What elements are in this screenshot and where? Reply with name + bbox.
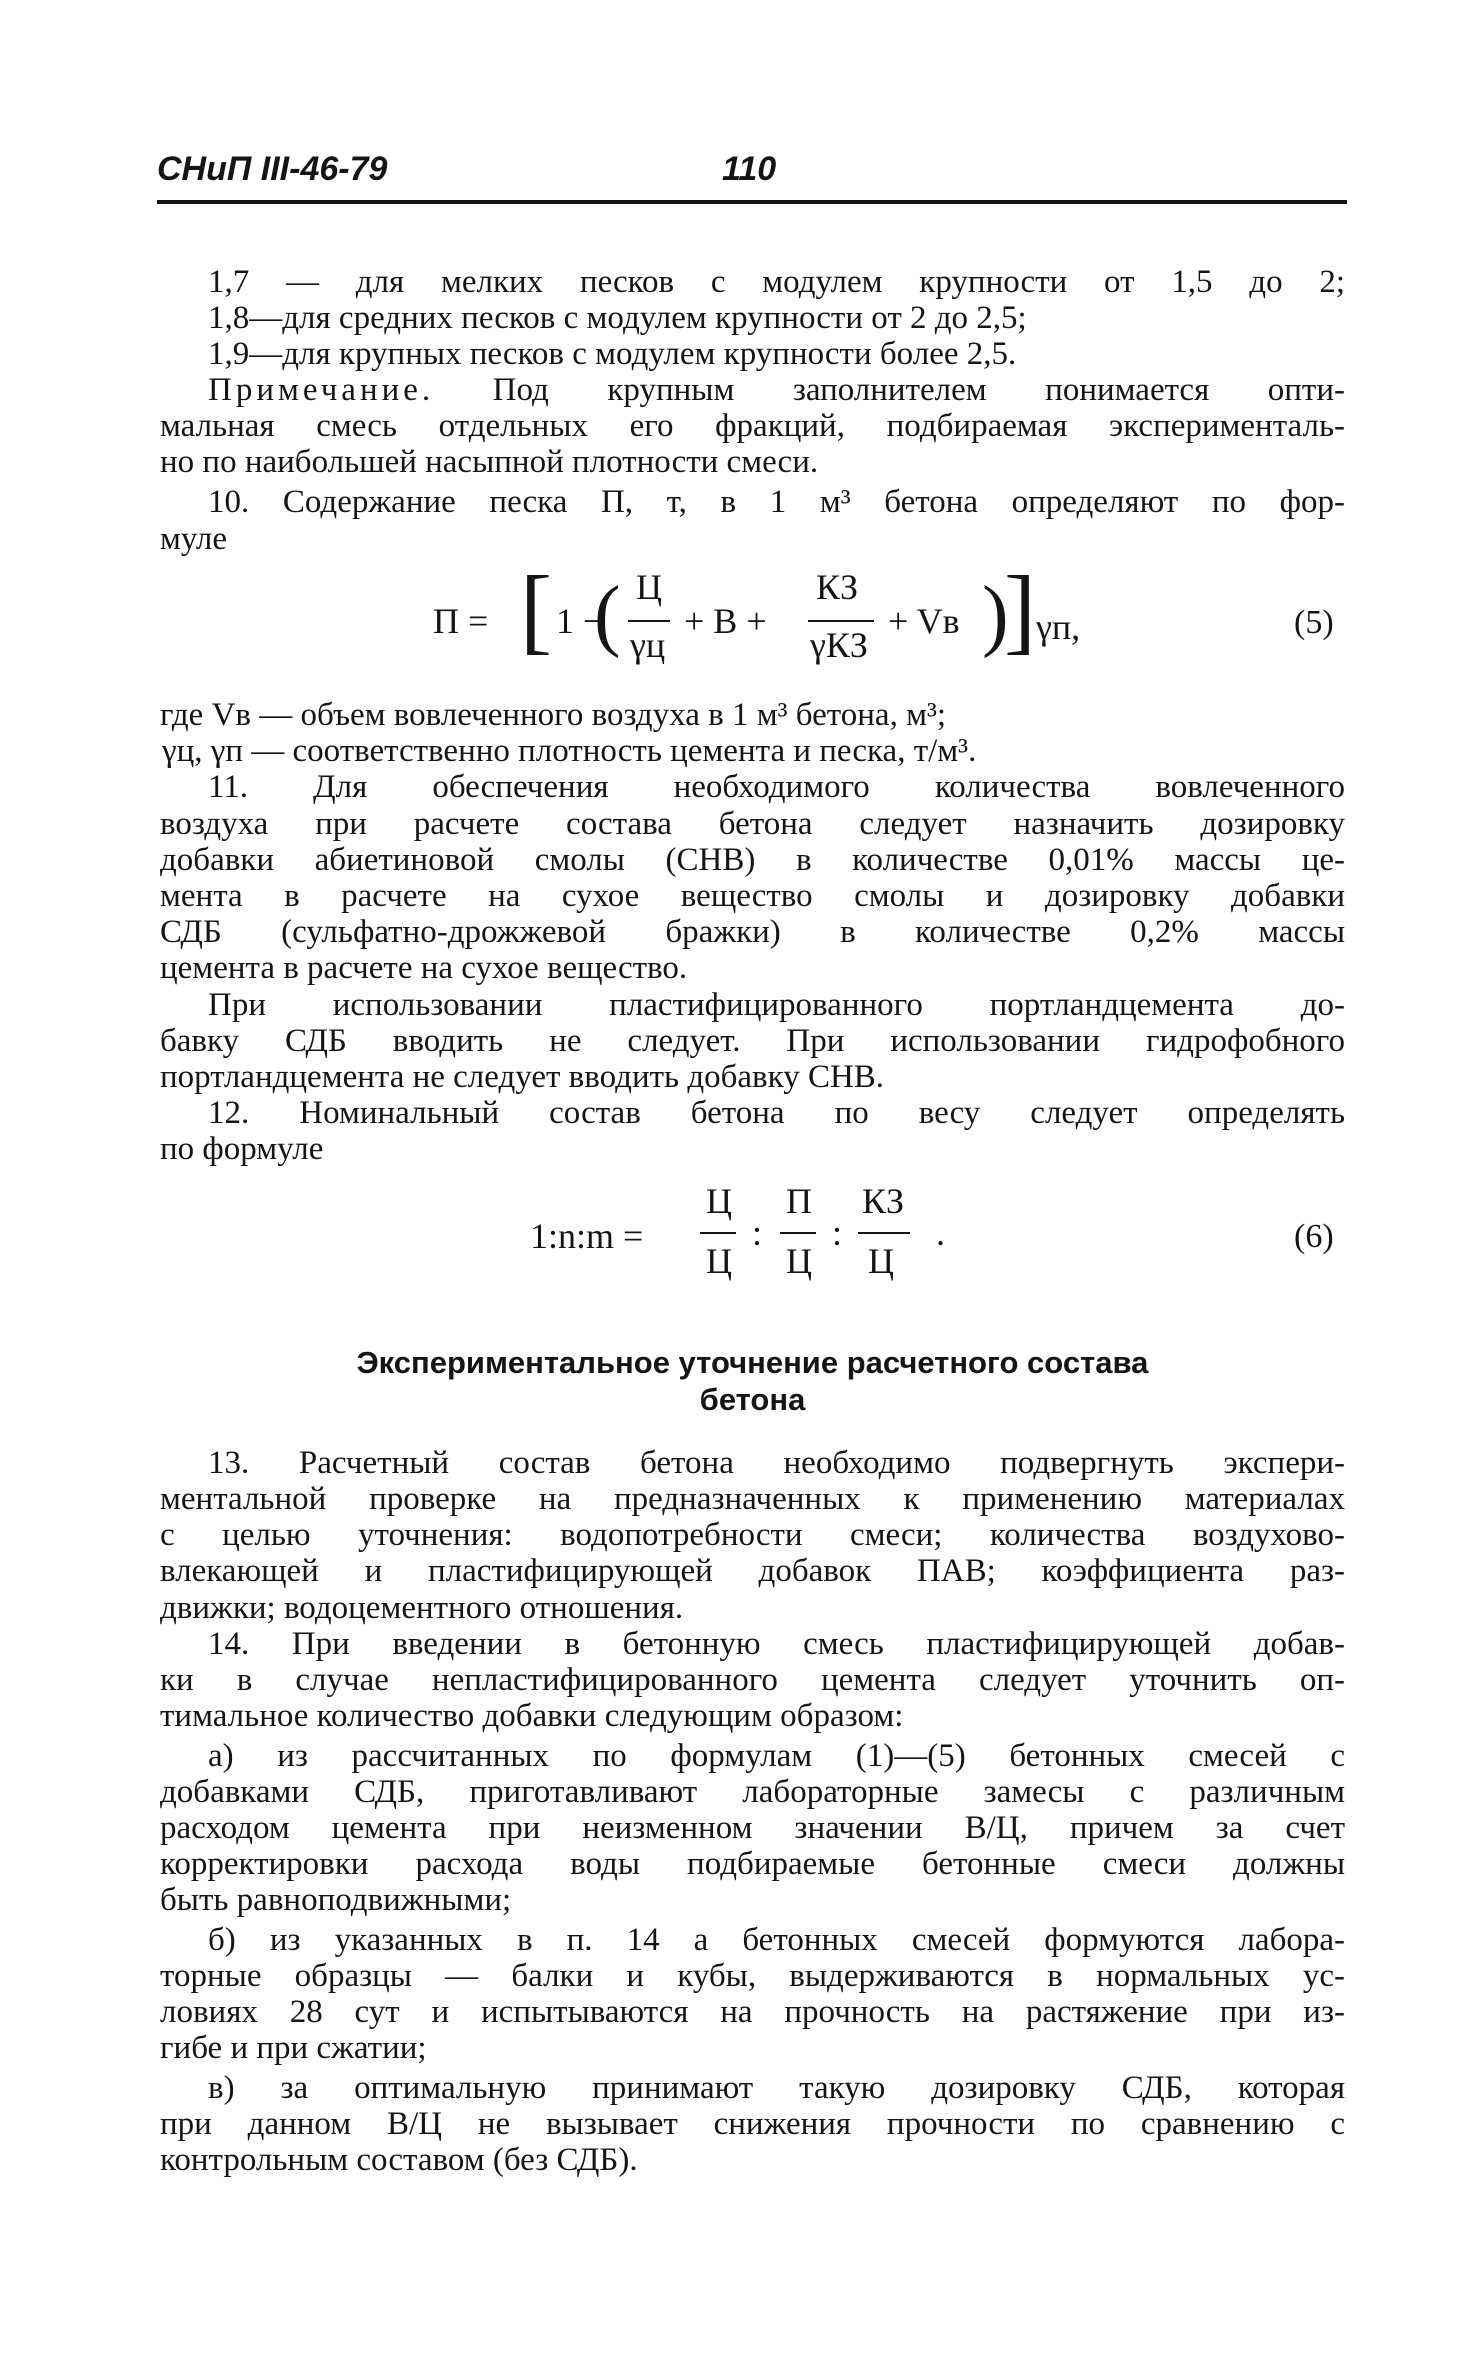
- text-line: где Vв — объем вовлеченного воздуха в 1 м³ бетона, м³;: [160, 697, 947, 733]
- text-line: муле: [160, 521, 228, 557]
- text-line: гибе и при сжатии;: [160, 2030, 427, 2066]
- text-line: по формуле: [160, 1131, 324, 1167]
- text-line: корректировки расхода воды подбираемые бетонные смеси должны: [160, 1846, 1345, 1882]
- text-line: мента в расчете на сухое вещество смолы и дозировку добавки: [160, 878, 1345, 914]
- formula-6-f3-den: Ц: [868, 1241, 894, 1281]
- note-text: Под крупным заполнителем понимается опти-: [434, 372, 1345, 408]
- text-line: при данном В/Ц не вызывает снижения прочности по сравнению с: [160, 2106, 1345, 2142]
- text-line: ки в случае непластифицированного цемента следует уточнить оп-: [160, 1662, 1345, 1698]
- formula-5-right-paren: ): [982, 571, 1009, 659]
- formula-6-end: .: [936, 1213, 945, 1253]
- text-line: а) из рассчитанных по формулам (1)—(5) бетонных смесей с: [208, 1738, 1345, 1774]
- formula-6-fraction-bar: [780, 1232, 816, 1234]
- text-line: с целью уточнения: водопотребности смеси; количества воздухово-: [160, 1517, 1345, 1553]
- text-line: влекающей и пластифицирующей добавок ПАВ; коэффициента раз-: [160, 1553, 1345, 1589]
- note-label: Примечание.: [208, 372, 435, 408]
- text-line: ловиях 28 сут и испытываются на прочность на растяжение при из-: [160, 1994, 1345, 2030]
- text-line: бавку СДБ вводить не следует. При использовании гидрофобного: [160, 1023, 1345, 1059]
- formula-5-number: (5): [1294, 604, 1334, 641]
- formula-6-number: (6): [1294, 1218, 1334, 1255]
- text-line: добавками СДБ, приготавливают лабораторные замесы с различным: [160, 1774, 1345, 1810]
- text-line: торные образцы — балки и кубы, выдерживаются в нормальных ус-: [160, 1958, 1345, 1994]
- text-line: 14. При введении в бетонную смесь пластифицирующей добав-: [208, 1626, 1345, 1662]
- formula-5-c-den: γц: [630, 625, 666, 665]
- text-line: 13. Расчетный состав бетона необходимо подвергнуть экспери-: [208, 1445, 1345, 1481]
- text-line: 11. Для обеспечения необходимого количества вовлеченного: [208, 769, 1345, 805]
- formula-5-fraction-bar: [808, 620, 874, 622]
- formula-5-plus-b: + В +: [684, 601, 767, 641]
- text-line: но по наибольшей насыпной плотности смеси.: [160, 444, 819, 480]
- formula-5-fraction-bar: [628, 620, 670, 622]
- text-line: в) за оптимальную принимают такую дозировку СДБ, которая: [208, 2070, 1345, 2106]
- formula-6-f1-den: Ц: [706, 1241, 732, 1281]
- text-line: расходом цемента при неизменном значении В/Ц, причем за счет: [160, 1810, 1345, 1846]
- formula-6-f2-den: Ц: [786, 1241, 812, 1281]
- formula-6-f3-num: КЗ: [862, 1181, 905, 1221]
- text-line: При использовании пластифицированного портландцемента до-: [208, 987, 1345, 1023]
- formula-5-lhs: П =: [433, 601, 489, 641]
- formula-5-one: 1 −: [556, 601, 604, 641]
- text-line: 12. Номинальный состав бетона по весу следует определять: [208, 1095, 1345, 1131]
- text-line: портландцемента не следует вводить добавку СНВ.: [160, 1059, 885, 1095]
- formula-6-fraction-bar: [700, 1232, 736, 1234]
- formula-5-kz-num: КЗ: [816, 567, 859, 607]
- text-line: СДБ (сульфатно-дрожжевой бражки) в количестве 0,2% массы: [160, 914, 1345, 950]
- text-line: б) из указанных в п. 14 а бетонных смесей формуются лабора-: [208, 1922, 1345, 1958]
- formula-6-f2-num: П: [786, 1181, 812, 1221]
- text-line: контрольным составом (без СДБ).: [160, 2142, 638, 2178]
- page-header: [157, 150, 1347, 196]
- formula-6-lhs: 1:n:m =: [530, 1216, 644, 1256]
- text-line: γц, γп — соответственно плотность цемента и песка, т/м³.: [162, 733, 977, 769]
- formula-6-fraction-bar: [858, 1232, 910, 1234]
- formula-5-c-num: Ц: [636, 567, 662, 607]
- formula-5-plus-v: + Vв: [888, 601, 960, 641]
- formula-5-left-paren: (: [594, 571, 621, 659]
- formula-5-kz-den: γКЗ: [810, 625, 868, 665]
- section-heading-line-1: Экспериментальное уточнение расчетного состава: [356, 1345, 1149, 1380]
- formula-5-left-bracket: [: [520, 556, 552, 663]
- text-line: мальная смесь отдельных его фракций, подбираемая эксперименталь-: [160, 408, 1345, 444]
- note-line: [160, 372, 1345, 409]
- text-line: движки; водоцементного отношения.: [160, 1590, 684, 1626]
- formula-6-separator: :: [752, 1213, 763, 1253]
- text-line: ментальной проверке на предназначенных к применению материалах: [160, 1481, 1345, 1517]
- text-line: воздуха при расчете состава бетона следует назначить дозировку: [160, 806, 1345, 842]
- text-line: 1,8—для средних песков с модулем крупности от 2 до 2,5;: [208, 300, 1027, 336]
- text-line: тимальное количество добавки следующим образом:: [160, 1698, 904, 1734]
- formula-6-separator: :: [832, 1213, 843, 1253]
- section-heading-line-2: бетона: [699, 1382, 806, 1417]
- text-line: цемента в расчете на сухое вещество.: [160, 950, 688, 986]
- document-code: СНиП III-46-79: [157, 150, 388, 188]
- page-number: 110: [722, 150, 777, 188]
- formula-5-right-bracket: ]: [1004, 556, 1036, 663]
- header-rule: [157, 200, 1347, 204]
- text-line: быть равноподвижными;: [160, 1882, 512, 1918]
- text-line: 1,9—для крупных песков с модулем крупности более 2,5.: [208, 336, 1017, 372]
- text-line: добавки абиетиновой смолы (СНВ) в количестве 0,01% массы це-: [160, 842, 1345, 878]
- text-line: 10. Содержание песка П, т, в 1 м³ бетона определяют по фор-: [208, 484, 1345, 520]
- formula-6-f1-num: Ц: [706, 1181, 732, 1221]
- text-line: 1,7 — для мелких песков с модулем крупности от 1,5 до 2;: [208, 264, 1345, 300]
- formula-5-gamma-p: γп,: [1036, 607, 1081, 647]
